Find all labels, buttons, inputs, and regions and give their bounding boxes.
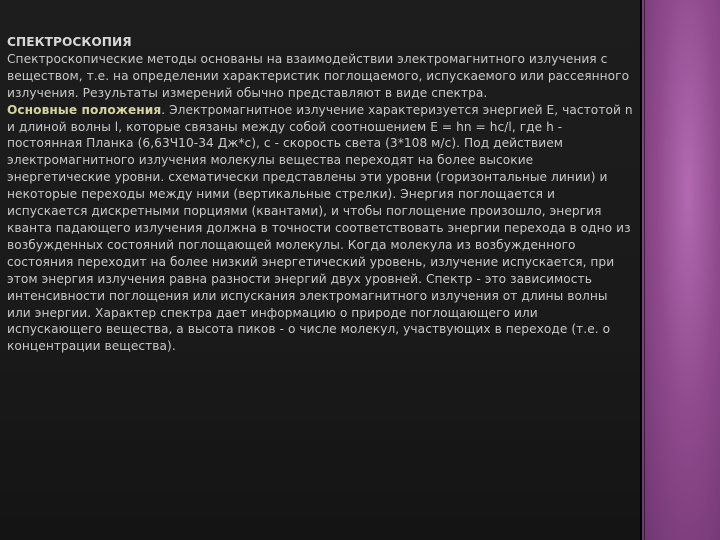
slide-title: СПЕКТРОСКОПИЯ: [7, 35, 132, 49]
side-band-divider-inner: [644, 0, 645, 540]
intro-paragraph: Спектроскопические методы основаны на взаимодействии электромагнитного излучения с веществом, т.е. на определении характеристик поглощаемого, испускаемого или рассеянного излучения. Результаты измерений обычно представляют в виде спектра.: [7, 51, 630, 100]
side-band-divider: [640, 0, 642, 540]
key-points-text: . Электромагнитное излучение характеризуется энергией E, частотой n и длиной волны l, которые связаны между собой соотношением E = hn = hc/l, где h - постоянная Планка (6,63Ч10-34 Дж*с), с - скорость света (3*108 м/с). Под действием электромагнитного излучения молекулы вещества переходят на более высокие энергетические уровни. схематически представлены эти уровни (горизонтальные линии) и некоторые переходы между ними (вертикальные стрелки). Энергия поглощается и испускается дискретными порциями (квантами), и чтобы поглощение произошло, энергия кванта падающего излучения должна в точности соответствовать энергии перехода в одно из возбужденных состояний поглощающей молекулы. Когда молекула из возбужденного состояния переходит на более низкий энергетический уровень, излучение испускается, при этом энергия излучения равна разности энергий двух уровней. Спектр - это зависимость интенсивности поглощения или испускания электромагнитного излучения от длины волны или энергии. Характер спектра дает информацию о природе поглощающего или испускающего вещества, а высота пиков - о числе молекул, участвующих в переходе (т.е. о концентрации вещества).: [7, 102, 633, 354]
decorative-side-band: [640, 0, 720, 540]
key-points-label: Основные положения: [7, 102, 162, 117]
slide-text-block: [7, 34, 633, 355]
key-points-paragraph: [7, 102, 633, 356]
